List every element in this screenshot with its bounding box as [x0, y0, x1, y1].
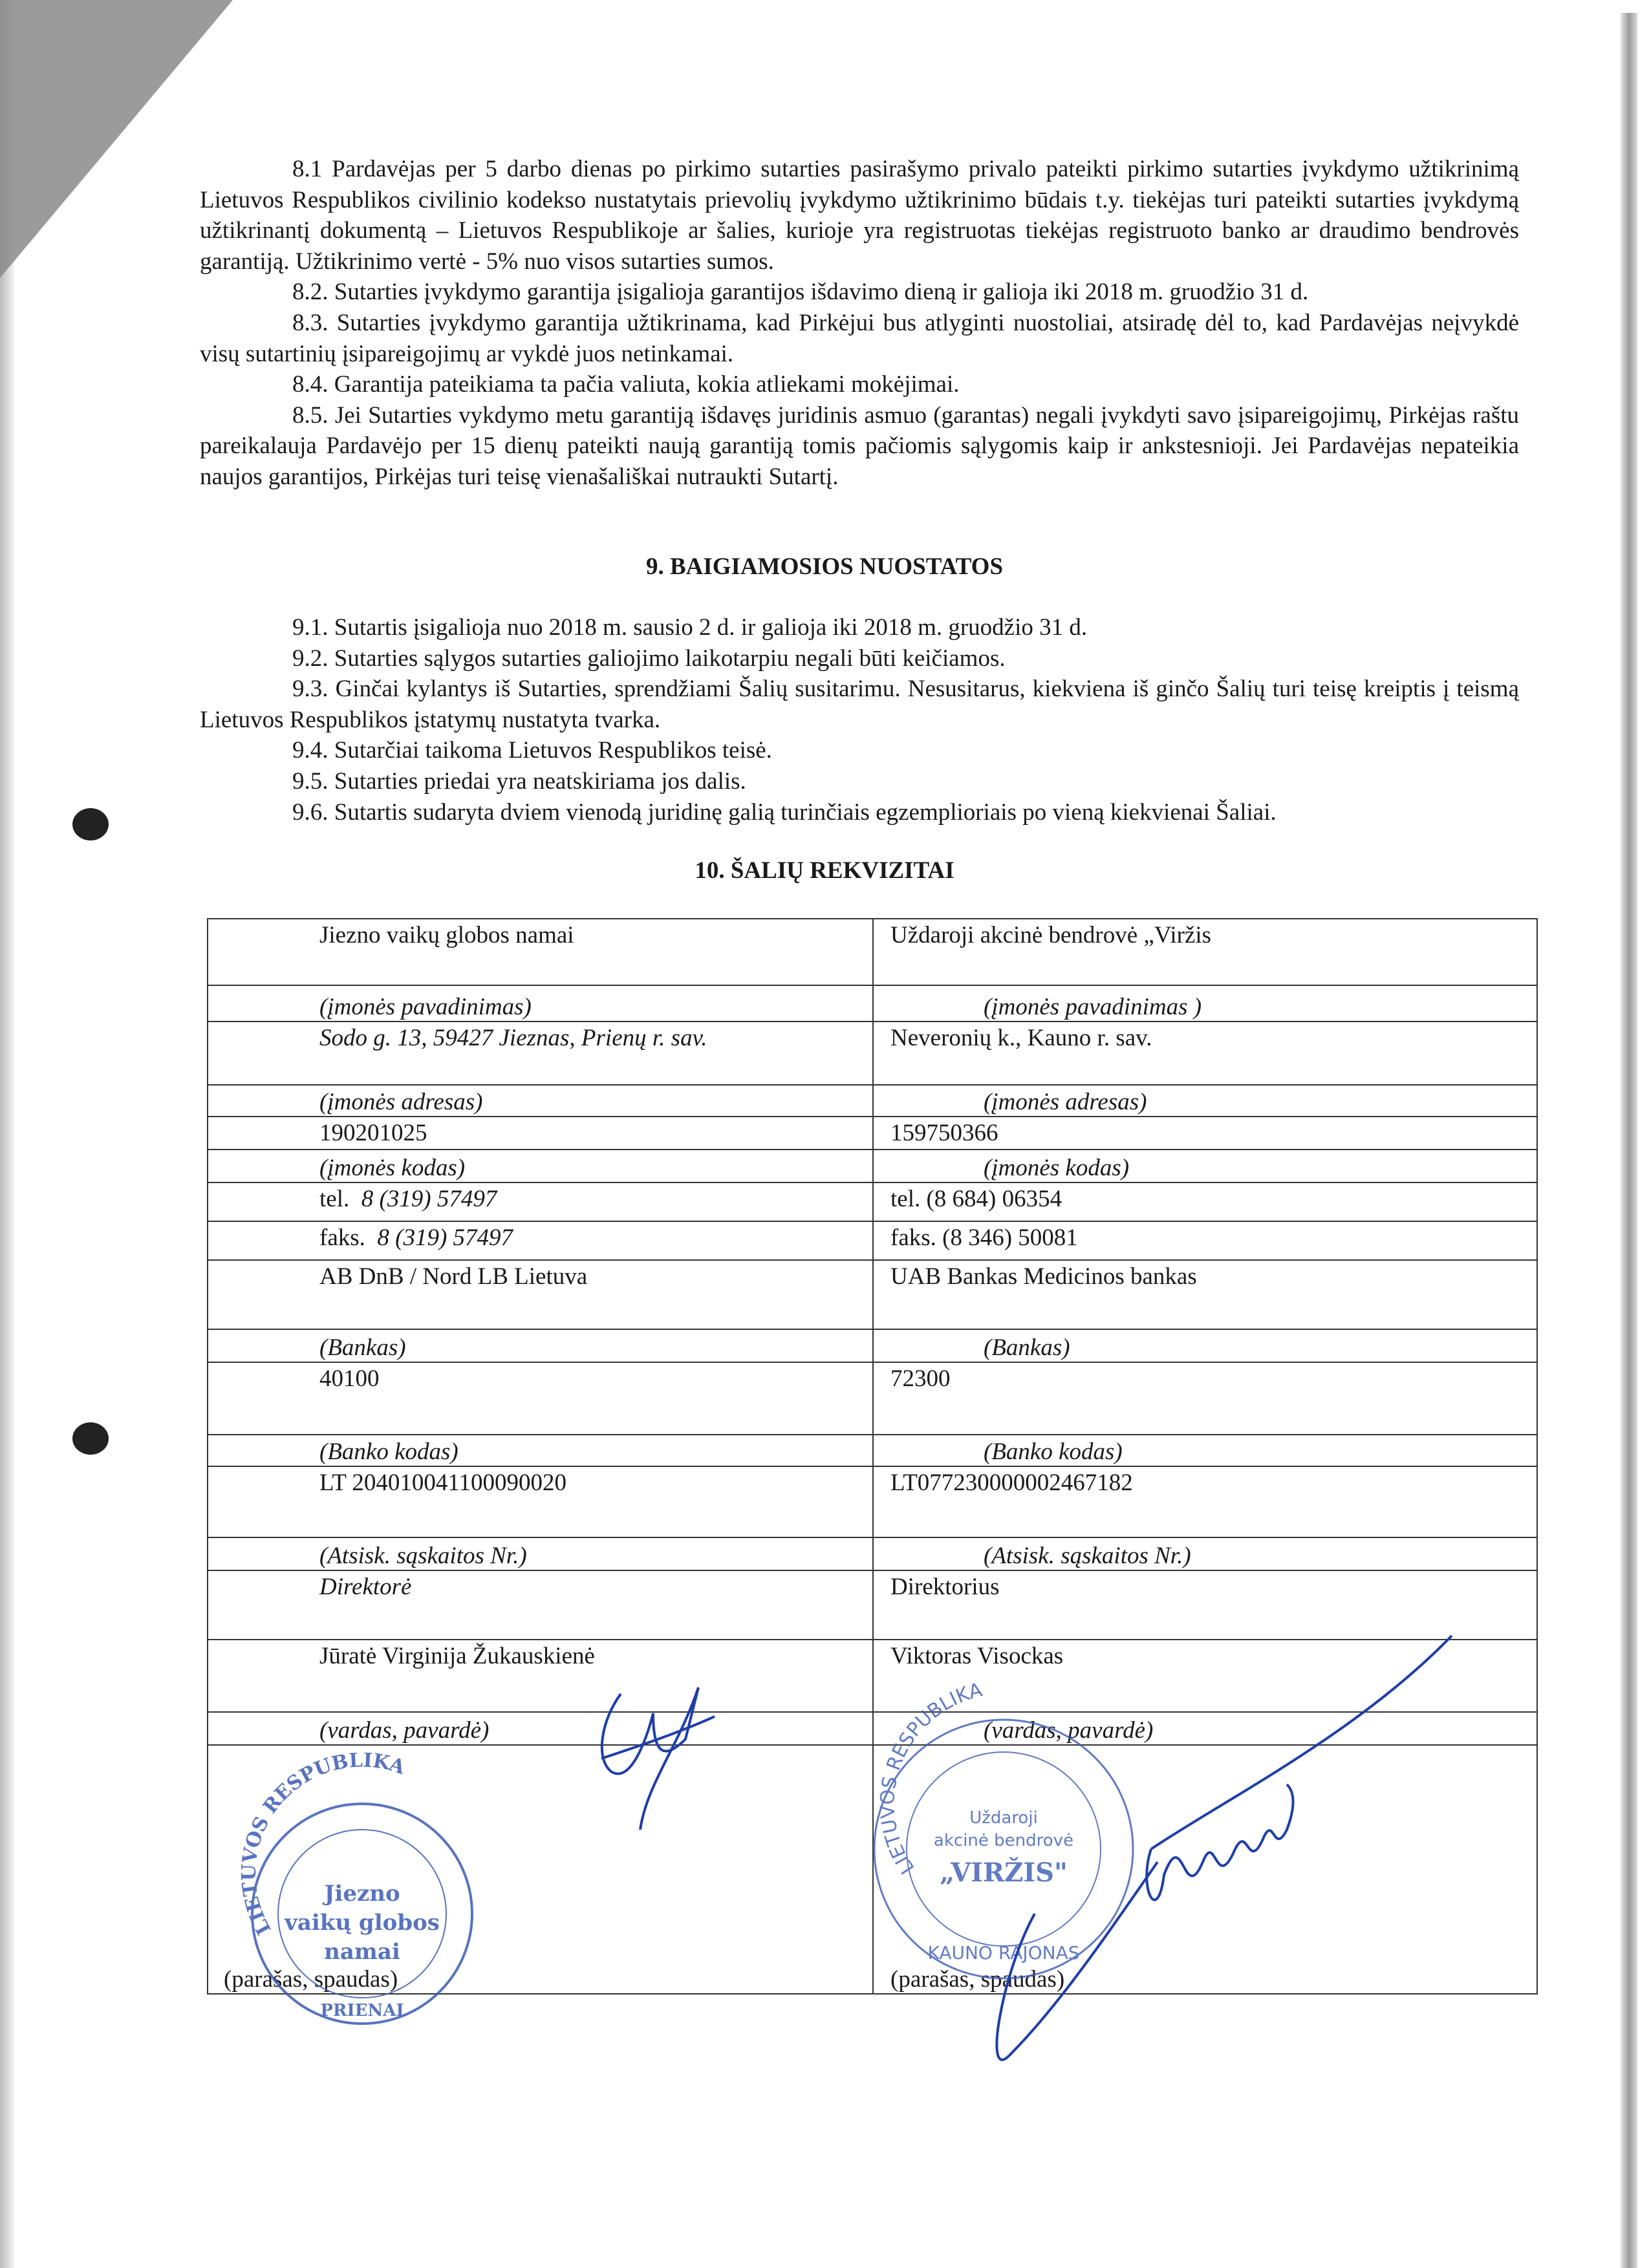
section-8 — [200, 154, 1519, 493]
buyer-address-label: (įmonės adresas) — [208, 1085, 873, 1117]
svg-text:LIETUVOS RESPUBLIKA: LIETUVOS RESPUBLIKA — [237, 1749, 408, 1939]
buyer-address: Sodo g. 13, 59427 Jieznas, Prienų r. sav. — [208, 1022, 873, 1085]
scan-folded-corner — [0, 0, 233, 278]
buyer-bank: AB DnB / Nord LB Lietuva — [208, 1260, 873, 1329]
buyer-tel — [208, 1182, 873, 1221]
seller-bank-code: 72300 — [873, 1362, 1537, 1435]
buyer-bank-code-label: (Banko kodas) — [208, 1435, 873, 1466]
seller-address: Neveronių k., Kauno r. sav. — [873, 1022, 1537, 1085]
section-9-title: 9. BAIGIAMOSIOS NUOSTATOS — [645, 553, 1004, 580]
table-row — [208, 919, 1537, 985]
seller-sign-label: (parašas, spaudas) — [873, 1745, 1537, 1994]
svg-text:namai: namai — [324, 1939, 400, 1965]
buyer-code-label: (įmonės kodas) — [208, 1150, 873, 1182]
buyer-account: LT 204010041100090020 — [208, 1466, 873, 1537]
svg-text:Uždaroji: Uždaroji — [969, 1808, 1038, 1828]
table-row — [208, 1466, 1537, 1537]
seller-bank: UAB Bankas Medicinos bankas — [873, 1260, 1537, 1329]
buyer-name-label: (įmonės pavadinimas) — [208, 985, 873, 1022]
seller-bank-label: (Bankas) — [873, 1329, 1537, 1362]
section-10-title: 10. ŠALIŲ REKVIZITAI — [695, 857, 954, 884]
table-row — [208, 1221, 1537, 1260]
seller-bank-code-label: (Banko kodas) — [873, 1435, 1537, 1466]
svg-text:PRIENAI: PRIENAI — [320, 2001, 404, 2020]
requisites-table — [207, 918, 1538, 1995]
section-9 — [200, 612, 1519, 828]
table-row — [208, 1745, 1537, 1994]
table-row — [208, 1085, 1537, 1117]
seller-person-label: (vardas, pavardė) — [873, 1712, 1537, 1745]
fax-prefix: faks. — [319, 1225, 365, 1251]
svg-text:vaikų globos: vaikų globos — [285, 1910, 440, 1936]
buyer-fax-number: 8 (319) 57497 — [377, 1225, 513, 1251]
clause-9-5: 9.5. Sutarties priedai yra neatskiriama jos dalis. — [292, 767, 746, 795]
buyer-position: Direktorė — [208, 1570, 873, 1640]
seller-fax: faks. (8 346) 50081 — [873, 1221, 1537, 1260]
seller-code: 159750366 — [873, 1117, 1537, 1150]
seller-name: Uždaroji akcinė bendrovė „Viržis — [873, 919, 1537, 985]
table-row — [208, 1260, 1537, 1329]
clause-8-3: 8.3. Sutarties įvykdymo garantija užtikrinama, kad Pirkėjui bus atlyginti nuostoliai, atsiradę dėl to, kad Pardavėjas neįvykdė visų sutartinių įsipareigojimų ar vykdė juos netinkamai. — [200, 309, 1519, 367]
buyer-fax — [208, 1221, 873, 1260]
table-row — [208, 1117, 1537, 1150]
svg-text:LIETUVOS RESPUBLIKA: LIETUVOS RESPUBLIKA — [876, 1678, 985, 1878]
seller-account: LT077230000002467182 — [873, 1466, 1537, 1537]
clause-8-5: 8.5. Jei Sutarties vykdymo metu garantiją išdavęs juridinis asmuo (garantas) negali įvykdyti savo įsipareigojimų, Pirkėjas raštu pareikalauja Pardavėjo per 15 dienų pateikti naują garantiją tomis pačiomis sąlygomis kaip ir ankstesnioji. Jei Pardavėjas nepateikia naujos garantijos, Pirkėjas turi teisę vienašališkai nutraukti Sutartį. — [200, 401, 1519, 490]
punch-hole — [72, 1422, 109, 1455]
svg-text:„VIRŽIS": „VIRŽIS" — [940, 1857, 1068, 1888]
clause-9-6: 9.6. Sutartis sudaryta dviem vienodą juridinę galią turinčiais egzemplioriais po vieną kiekvienai Šaliai. — [292, 798, 1277, 826]
clause-9-2: 9.2. Sutarties sąlygos sutarties galiojimo laikotarpiu negali būti keičiamos. — [292, 645, 1006, 672]
seller-account-label: (Atsisk. sąskaitos Nr.) — [873, 1537, 1537, 1570]
clause-8-2: 8.2. Sutarties įvykdymo garantija įsigalioja garantijos išdavimo dieną ir galioja iki 2018 m. gruodžio 31 d. — [292, 279, 1309, 306]
scan-left-edge — [0, 0, 14, 2268]
table-row — [208, 1537, 1537, 1570]
scan-right-edge — [1621, 13, 1637, 2268]
svg-text:akcinė bendrovė: akcinė bendrovė — [933, 1831, 1074, 1850]
table-row — [208, 1182, 1537, 1221]
buyer-sign-label: (parašas, spaudas) — [208, 1745, 873, 1994]
buyer-name: Jiezno vaikų globos namai — [208, 919, 873, 985]
buyer-bank-code: 40100 — [208, 1362, 873, 1435]
buyer-account-label: (Atsisk. sąskaitos Nr.) — [208, 1537, 873, 1570]
table-row — [208, 1570, 1537, 1640]
buyer-tel-number: 8 (319) 57497 — [361, 1186, 497, 1212]
seller-position: Direktorius — [873, 1570, 1537, 1640]
seller-person: Viktoras Visockas — [873, 1640, 1537, 1712]
seller-address-label: (įmonės adresas) — [873, 1085, 1537, 1117]
seller-name-label: (įmonės pavadinimas ) — [873, 985, 1537, 1022]
seller-code-label: (įmonės kodas) — [873, 1150, 1537, 1182]
table-row — [208, 1640, 1537, 1712]
table-row — [208, 1362, 1537, 1435]
clause-9-1: 9.1. Sutartis įsigalioja nuo 2018 m. sausio 2 d. ir galioja iki 2018 m. gruodžio 31 d. — [292, 614, 1088, 641]
buyer-person: Jūratė Virginija Žukauskienė — [208, 1640, 873, 1712]
svg-text:KAUNO RAJONAS: KAUNO RAJONAS — [927, 1942, 1080, 1963]
buyer-bank-label: (Bankas) — [208, 1329, 873, 1362]
buyer-person-label: (vardas, pavardė) — [208, 1712, 873, 1745]
punch-hole — [72, 808, 109, 840]
clause-8-1: 8.1 Pardavėjas per 5 darbo dienas po pirkimo sutarties pasirašymo privalo pateikti pirkimo sutarties įvykdymo užtikrinimą Lietuvos Respublikos civilinio kodekso nustatytais prievolių įvykdymo užtikrinimo būdais t.y. tiekėjas turi pateikti sutarties įvykdymą užtikrinantį dokumentą – Lietuvos Respublikoje ar šalies, kurioje yra registruotas tiekėjas registruoto banko ar draudimo bendrovės garantiją. Užtikrinimo vertė - 5% nuo visos sutarties sumos. — [200, 156, 1519, 275]
buyer-code: 190201025 — [208, 1117, 873, 1150]
table-row — [208, 985, 1537, 1022]
clause-9-3: 9.3. Ginčai kylantys iš Sutarties, sprendžiami Šalių susitarimu. Nesusitarus, kiekviena iš ginčo Šalių turi teisę kreiptis į teismą Lietuvos Respublikos įstatymų nustatyta tvarka. — [200, 676, 1519, 733]
table-row — [208, 1329, 1537, 1362]
clause-9-4: 9.4. Sutarčiai taikoma Lietuvos Respublikos teisė. — [292, 737, 772, 764]
table-row — [208, 1150, 1537, 1182]
clause-8-4: 8.4. Garantija pateikiama ta pačia valiuta, kokia atliekami mokėjimai. — [292, 371, 960, 398]
tel-prefix: tel. — [319, 1186, 350, 1212]
table-row — [208, 1435, 1537, 1466]
table-row — [208, 1712, 1537, 1745]
seller-tel: tel. (8 684) 06354 — [873, 1182, 1537, 1221]
table-row — [208, 1022, 1537, 1085]
svg-text:Jiezno: Jiezno — [324, 1881, 400, 1907]
